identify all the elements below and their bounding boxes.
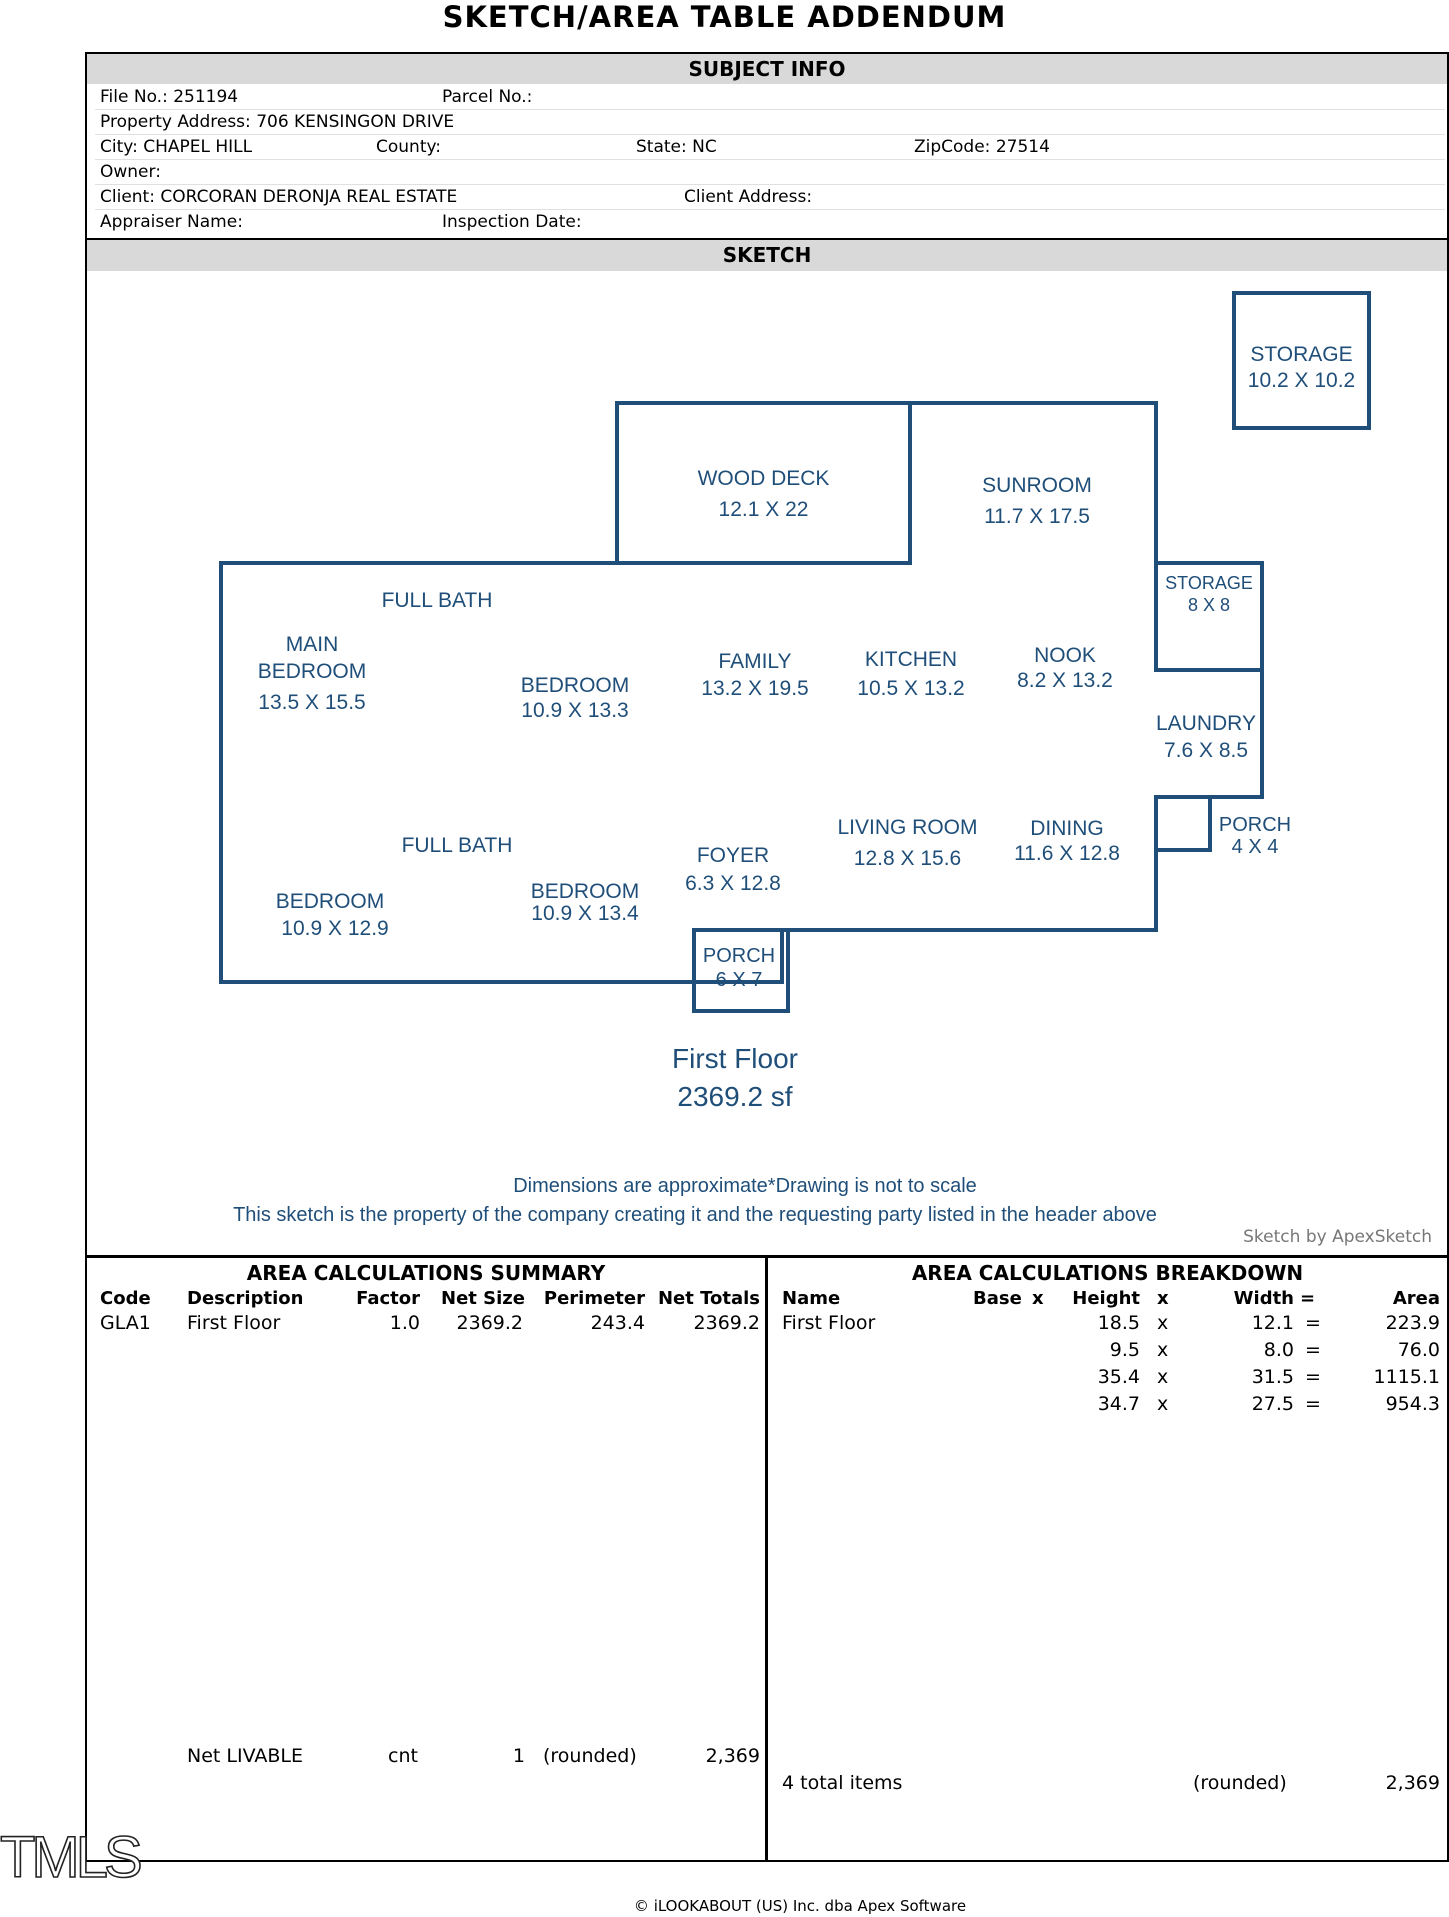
breakdown-area: 954.3	[1385, 1393, 1440, 1415]
breakdown-height: 9.5	[1109, 1339, 1140, 1361]
living-room-label	[820, 812, 995, 874]
porch-side-label	[1205, 814, 1305, 858]
room-dimensions: 10.9 X 13.4	[531, 902, 639, 925]
room-name: BEDROOM	[257, 660, 367, 683]
address-value: 706 KENSINGON DRIVE	[256, 112, 455, 132]
city-value: CHAPEL HILL	[143, 137, 253, 157]
owner-label: Owner:	[100, 162, 161, 182]
room-dimensions: 10.2 X 10.2	[1247, 369, 1356, 392]
summary-net-size: 2369.2	[456, 1312, 523, 1334]
wood-deck-label	[617, 463, 910, 525]
state-label: State:	[636, 137, 687, 157]
sketch-header: SKETCH	[87, 240, 1447, 271]
room-dimensions: 12.1 X 22	[718, 498, 809, 521]
laundry-label	[1150, 710, 1262, 764]
summary-col-code: Code	[100, 1288, 151, 1309]
room-dimensions: 4 X 4	[1231, 836, 1279, 858]
storage-side-label	[1156, 572, 1262, 616]
client-value: CORCORAN DERONJA REAL ESTATE	[160, 187, 458, 207]
floor-caption	[585, 1040, 885, 1116]
room-dimensions: 10.9 X 12.9	[281, 917, 389, 940]
breakdown-times: x	[1157, 1366, 1169, 1388]
breakdown-col-area: Area	[1392, 1288, 1440, 1309]
room-dimensions: 6.3 X 12.8	[685, 872, 781, 895]
porch-side-outline	[1156, 797, 1210, 850]
breakdown-col-width: Width	[1233, 1288, 1294, 1309]
room-name: WOOD DECK	[697, 467, 830, 490]
room-dimensions: 10.9 X 13.3	[521, 699, 629, 722]
breakdown-height: 34.7	[1097, 1393, 1140, 1415]
bedroom-label	[510, 881, 660, 925]
room-name: LIVING ROOM	[837, 816, 978, 839]
net-livable-label: Net LIVABLE	[187, 1745, 303, 1767]
room-name: KITCHEN	[864, 648, 958, 671]
page-title: SKETCH/AREA TABLE ADDENDUM	[442, 0, 1007, 34]
inspection-date-label: Inspection Date:	[442, 212, 582, 232]
breakdown-equals: =	[1305, 1366, 1321, 1388]
room-dimensions: 6 X 7	[715, 969, 763, 991]
breakdown-times: x	[1157, 1393, 1169, 1415]
floor-area: 2369.2 sf	[677, 1081, 793, 1112]
zip-value: 27514	[995, 137, 1050, 157]
summary-col-perimeter: Perimeter	[543, 1288, 645, 1309]
summary-code: GLA1	[100, 1312, 151, 1334]
breakdown-height: 35.4	[1097, 1366, 1140, 1388]
main-bedroom-label	[232, 631, 392, 716]
room-name: BEDROOM	[520, 674, 630, 697]
file-no-value: 251194	[173, 87, 239, 107]
file-no-label: File No.:	[100, 87, 168, 107]
summary-col-description: Description	[187, 1288, 304, 1309]
appraiser-name-label: Appraiser Name:	[100, 212, 243, 232]
breakdown-height: 18.5	[1097, 1312, 1140, 1334]
room-name: SUNROOM	[982, 474, 1092, 497]
bedroom-label	[500, 673, 650, 723]
breakdown-name: First Floor	[782, 1312, 876, 1334]
address-label: Property Address:	[100, 112, 251, 132]
table-column-divider	[765, 1255, 768, 1862]
room-name: PORCH	[702, 945, 776, 967]
room-dimensions: 8.2 X 13.2	[1017, 669, 1113, 692]
full-bath-label: FULL BATH	[401, 834, 513, 857]
room-dimensions: 11.6 X 12.8	[1014, 842, 1120, 865]
storage-detached-label	[1234, 342, 1369, 394]
summary-col-net-totals: Net Totals	[657, 1288, 760, 1309]
summary-perimeter: 243.4	[590, 1312, 645, 1334]
kitchen-label	[836, 645, 986, 703]
breakdown-width: 12.1	[1251, 1312, 1294, 1334]
floor-name: First Floor	[672, 1043, 798, 1074]
breakdown-col-x: x	[1157, 1288, 1169, 1309]
breakdown-total: 2,369	[1385, 1772, 1440, 1794]
breakdown-times: x	[1157, 1339, 1169, 1361]
room-name: NOOK	[1034, 644, 1096, 667]
room-name: BEDROOM	[530, 880, 640, 903]
parcel-no-label: Parcel No.:	[442, 87, 533, 107]
breakdown-rounded: (rounded)	[1193, 1772, 1287, 1794]
room-name: PORCH	[1218, 814, 1292, 836]
room-name: LAUNDRY	[1156, 712, 1256, 735]
state-value: NC	[692, 137, 717, 157]
copyright-footer: © iLOOKABOUT (US) Inc. dba Apex Software	[633, 1897, 967, 1915]
city-label: City:	[100, 137, 138, 157]
breakdown-col-height: Height	[1072, 1288, 1140, 1309]
porch-front-label	[694, 944, 784, 992]
room-name: STORAGE	[1165, 573, 1253, 593]
ownership-note: This sketch is the property of the company creating it and the requesting party listed in the header above	[233, 1204, 1157, 1226]
net-livable-cnt-label: cnt	[388, 1745, 418, 1767]
summary-factor: 1.0	[389, 1312, 420, 1334]
room-dimensions: 10.5 X 13.2	[857, 677, 965, 700]
breakdown-col-name: Name	[782, 1288, 841, 1309]
breakdown-area: 223.9	[1385, 1312, 1440, 1334]
summary-col-net-size: Net Size	[441, 1288, 525, 1309]
room-name: MAIN	[285, 633, 339, 656]
sketch-credit: Sketch by ApexSketch	[1243, 1227, 1432, 1247]
room-dimensions: 12.8 X 15.6	[853, 847, 962, 870]
room-dimensions: 11.7 X 17.5	[984, 505, 1090, 528]
breakdown-width: 8.0	[1263, 1339, 1294, 1361]
breakdown-header: AREA CALCULATIONS BREAKDOWN	[911, 1261, 1304, 1285]
breakdown-width: 31.5	[1251, 1366, 1294, 1388]
room-dimensions: 8 X 8	[1187, 595, 1231, 615]
dining-label	[1002, 816, 1132, 866]
total-items: 4 total items	[782, 1772, 903, 1794]
summary-col-factor: Factor	[356, 1288, 420, 1309]
scale-note: Dimensions are approximate*Drawing is not to scale	[513, 1175, 977, 1197]
subject-info-header: SUBJECT INFO	[87, 54, 1447, 84]
breakdown-equals: =	[1305, 1339, 1321, 1361]
breakdown-col-x: x	[1032, 1288, 1044, 1309]
net-livable-rounded: (rounded)	[543, 1745, 637, 1767]
full-bath-label: FULL BATH	[381, 589, 493, 612]
client-label: Client:	[100, 187, 155, 207]
sunroom-label	[937, 470, 1137, 532]
room-name: DINING	[1030, 817, 1104, 840]
room-dimensions: 13.2 X 19.5	[701, 677, 809, 700]
summary-header: AREA CALCULATIONS SUMMARY	[246, 1261, 606, 1285]
net-livable-total: 2,369	[705, 1745, 760, 1767]
county-label: County:	[376, 137, 442, 157]
breakdown-area: 1115.1	[1373, 1366, 1440, 1388]
summary-description: First Floor	[187, 1312, 281, 1334]
zip-label: ZipCode:	[914, 137, 991, 157]
family-label	[680, 648, 830, 702]
breakdown-equals: =	[1305, 1312, 1321, 1334]
mls-watermark-logo: TMLS	[0, 1825, 139, 1890]
summary-net-totals: 2369.2	[693, 1312, 760, 1334]
breakdown-times: x	[1157, 1312, 1169, 1334]
room-name: STORAGE	[1250, 343, 1353, 366]
breakdown-width: 27.5	[1251, 1393, 1294, 1415]
room-dimensions: 13.5 X 15.5	[258, 691, 366, 714]
breakdown-area: 76.0	[1397, 1339, 1440, 1361]
room-name: FOYER	[696, 844, 770, 867]
room-name: BEDROOM	[275, 890, 385, 913]
client-address-label: Client Address:	[684, 187, 813, 207]
room-dimensions: 7.6 X 8.5	[1163, 739, 1249, 762]
net-livable-cnt: 1	[512, 1745, 525, 1767]
breakdown-col-base: Base	[973, 1288, 1022, 1309]
foyer-label	[668, 842, 798, 898]
breakdown-equals: =	[1305, 1393, 1321, 1415]
nook-label	[1000, 643, 1130, 693]
bedroom-label	[255, 888, 405, 942]
room-name: FAMILY	[718, 650, 792, 673]
breakdown-col-equals: =	[1300, 1288, 1316, 1309]
